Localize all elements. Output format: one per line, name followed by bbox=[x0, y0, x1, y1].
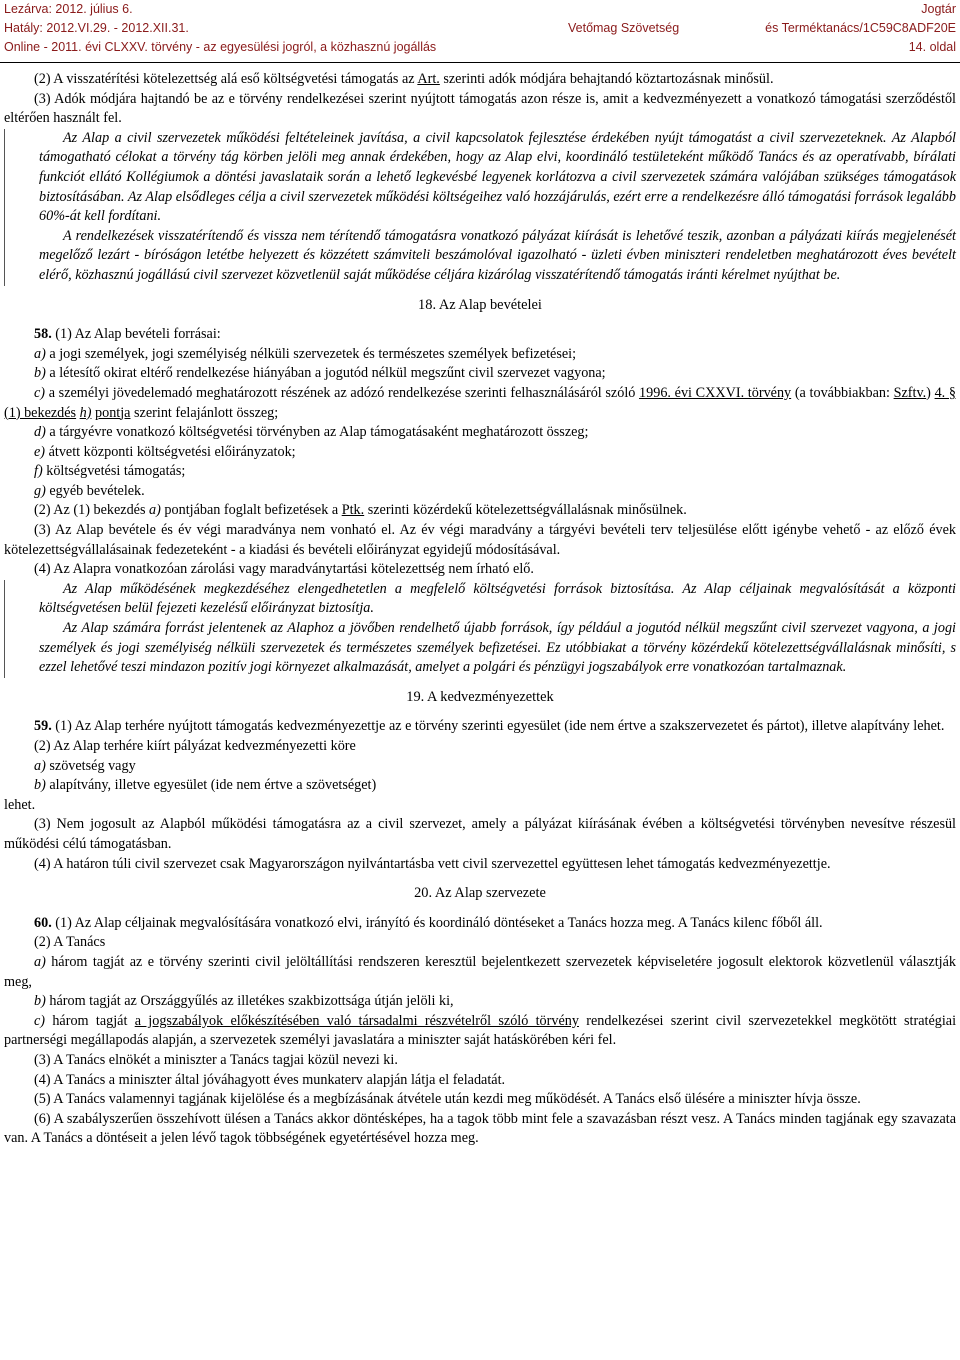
s60-paragraph-2: (2) A Tanács bbox=[34, 934, 106, 951]
point-label: g) bbox=[34, 482, 46, 499]
s57-paragraph-2 bbox=[4, 70, 956, 90]
s58-paragraph-3: (3) Az Alap bevétele és év végi maradványa nem vonható el. Az év végi maradvány a tárgyévi bevételi terv teljesülése előtt igénybe vehető - az előző évek kötelezettségvállalásainak fedezeteként - a kiadási és bevételi előirányzat egyidejű módosításával. bbox=[4, 522, 956, 558]
document-body bbox=[4, 70, 956, 1149]
text: (2) A visszatérítési kötelezettség alá eső költségvetési támogatás az bbox=[34, 71, 418, 87]
point-label: c) bbox=[34, 1012, 46, 1029]
s59-closing-word: lehet. bbox=[4, 796, 36, 813]
text: költségvetési támogatás; bbox=[42, 463, 186, 480]
text: szövetség vagy bbox=[45, 757, 136, 774]
section-number: 59. bbox=[34, 718, 52, 735]
header-row-3 bbox=[4, 40, 956, 58]
document-title: Online - 2011. évi CLXXV. törvény - az egyesülési jogról, a közhasznú jogállás bbox=[4, 40, 437, 54]
section-number: 58. bbox=[34, 326, 52, 343]
text: szerinti adók módjára behajtandó köztartozásnak minősül. bbox=[439, 71, 774, 87]
s58-paragraph-4: (4) Az Alapra vonatkozóan zárolási vagy maradványtartási kötelezettség nem írható elő. bbox=[34, 561, 534, 578]
section-heading-19: 19. A kedvezményezettek bbox=[406, 688, 554, 705]
text: a személyi jövedelemadó meghatározott részének az adózó rendelkezése szerinti felhasználásáról szóló bbox=[45, 384, 640, 401]
s60-paragraph-5: (5) A Tanács valamennyi tagjának kijelölése és a megbízásának átvétele után kezdi meg működését. A Tanács első ülésére a miniszter hívja össze. bbox=[34, 1091, 861, 1108]
validity-period: Hatály: 2012.VI.29. - 2012.XII.31. bbox=[4, 21, 189, 35]
s60-point-c bbox=[4, 1012, 956, 1051]
link-ptk[interactable]: Ptk. bbox=[341, 502, 365, 519]
section-number: 60. bbox=[34, 914, 52, 931]
text: rendelkezései szerint civil szervezetekkel megkötött stratégiai partnerségi megállapodás alapján, a szervezetek személyi javaslatára a miniszter saját hatáskörében kéri fel. bbox=[4, 1012, 957, 1049]
text: alapítvány, illetve egyesület (ide nem értve a szövetséget) bbox=[45, 777, 377, 794]
link-point-h[interactable]: h) bbox=[79, 404, 92, 421]
s60-point-a bbox=[4, 953, 956, 992]
s58-point-c bbox=[4, 384, 956, 423]
commentary-block-2 bbox=[4, 580, 956, 678]
section-heading-18: 18. Az Alap bevételei bbox=[418, 296, 542, 313]
s60-paragraph-3: (3) A Tanács elnökét a miniszter a Tanács tagjai közül nevezi ki. bbox=[34, 1051, 398, 1068]
text: (a továbbiakban: bbox=[791, 384, 894, 401]
s58-paragraph-1 bbox=[4, 325, 956, 345]
s60-paragraph-1 bbox=[4, 914, 956, 934]
text: a tárgyévre vonatkozó költségvetési törvényben az Alap támogatásaként meghatározott összeg; bbox=[45, 424, 589, 441]
point-label: b) bbox=[34, 777, 46, 794]
header-row-2 bbox=[4, 21, 956, 39]
text: egyéb bevételek. bbox=[45, 482, 145, 499]
link-paragraph-4[interactable]: 4. § (1) bekezdés bbox=[4, 384, 956, 421]
link-szftv[interactable]: Szftv. bbox=[893, 384, 927, 401]
text: pontjában foglalt befizetések a bbox=[160, 502, 342, 519]
text: szerint felajánlott összeg; bbox=[130, 404, 279, 421]
link-pontja[interactable]: pontja bbox=[95, 404, 131, 421]
s60-point-b bbox=[4, 992, 956, 1012]
text: (1) Az Alap céljainak megvalósítására vonatkozó elvi, irányító és koordináló döntéseket a Tanács hozza meg. A Tanács kilenc főből áll. bbox=[51, 914, 823, 931]
link-szja-law[interactable]: 1996. évi CXXVI. törvény bbox=[639, 384, 792, 401]
text: három tagját az Országgyűlés az illetékes szakbizottsága útján jelöli ki, bbox=[45, 993, 454, 1010]
client-id: és Terméktanács/1C59C8ADF20E bbox=[765, 21, 956, 35]
document-header bbox=[0, 0, 960, 63]
s59-point-a bbox=[4, 757, 956, 777]
text: (1) Az Alap terhére nyújtott támogatás kedvezményezettje az e törvény szerinti egyesület (ide nem értve a szakszervezetet és pártot), illetve alapítvány lehet. bbox=[51, 718, 945, 735]
point-label: d) bbox=[34, 424, 46, 441]
s58-point-d bbox=[4, 423, 956, 443]
s58-point-f bbox=[4, 462, 956, 482]
text: a létesítő okirat eltérő rendelkezése hiányában a jogutód nélkül megszűnt civil szervezet vagyona; bbox=[45, 365, 606, 382]
link-art[interactable]: Art. bbox=[417, 71, 440, 87]
point-label: a) bbox=[34, 757, 46, 774]
text: ) bbox=[926, 384, 935, 401]
commentary-paragraph: Az Alap számára forrást jelentenek az Alaphoz a jövőben rendelhető újabb források, így például a jogutód nélkül megszűnt civil szervezet vagyona, a jogi személyek és jogi személyiség nélküli szervezetek és természetes személyek befizetései. Ez utóbbiakat a törvény közérdekű kötelezettségvállalásnak minősíti, s ezzel lehetővé teszi mindazon pozitív jogi környezet alkalmazását, amelyet a polgári és pénzügyi jogszabályok erre vonatkozóan tartalmaznak. bbox=[39, 620, 956, 676]
s57-paragraph-3: (3) Adók módjára hajtandó be az e törvény rendelkezései szerint nyújtott támogatás azon része is, amit a kedvezményezett a vonatkozó támogatási szerződéstől eltérően használt fel. bbox=[4, 90, 956, 127]
text: átvett központi költségvetési előirányzatok; bbox=[45, 443, 296, 460]
point-label: c) bbox=[34, 384, 46, 401]
point-label: a) bbox=[149, 502, 161, 519]
commentary-paragraph: Az Alap működésének megkezdéséhez elengedhetetlen a megfelelő költségvetési források biztosítása. Az Alap céljainak megvalósítását a központi költségvetésen belül fejezeti kezelésű előirányzat biztosítja. bbox=[39, 580, 956, 617]
point-label: f) bbox=[34, 463, 43, 480]
point-label: a) bbox=[34, 953, 46, 970]
lock-date: Lezárva: 2012. július 6. bbox=[4, 2, 133, 16]
text: három tagját bbox=[45, 1012, 135, 1029]
link-participation-law[interactable]: a jogszabályok előkészítésében való társadalmi részvételről szóló törvény bbox=[134, 1012, 579, 1029]
s59-paragraph-3: (3) Nem jogosult az Alapból működési támogatásra az a civil szervezet, amely a pályázat kiírásának évében a költségvetési törvényben nevesítve részesül működési célú támogatásban. bbox=[4, 816, 956, 852]
header-row-1 bbox=[4, 2, 956, 20]
s58-point-b bbox=[4, 364, 956, 384]
commentary-block-1 bbox=[4, 129, 956, 286]
s59-paragraph-2: (2) Az Alap terhére kiírt pályázat kedvezményezetti köre bbox=[34, 738, 356, 754]
point-label: a) bbox=[34, 345, 46, 362]
text: a jogi személyek, jogi személyiség nélküli szervezetek és természetes személyek befizetései; bbox=[45, 345, 577, 362]
point-label: b) bbox=[34, 993, 46, 1010]
s58-paragraph-2 bbox=[4, 501, 956, 521]
s59-paragraph-1 bbox=[4, 717, 956, 737]
s59-point-b bbox=[4, 776, 956, 796]
point-label: b) bbox=[34, 365, 46, 382]
s59-paragraph-4: (4) A határon túli civil szervezet csak Magyarországon nyilvántartásba vett civil szervezettel együttesen lehet támogatás kedvezményezettje. bbox=[34, 855, 831, 872]
text: (1) Az Alap bevételi forrásai: bbox=[51, 326, 221, 343]
publisher-name: Jogtár bbox=[921, 2, 956, 16]
section-heading-20: 20. Az Alap szervezete bbox=[414, 885, 546, 902]
s60-paragraph-6: (6) A szabályszerűen összehívott ülésen a Tanács akkor döntésképes, ha a tagok több mint fele a szavazásban részt vesz. A Tanács minden tagjának egy szavazata van. A Tanács a döntéseit a jelen lévő tagok többségének egyetértésével hozza meg. bbox=[4, 1110, 956, 1147]
commentary-paragraph: Az Alap a civil szervezetek működési feltételeinek javítása, a civil kapcsolatok fejlesztése érdekében nyújt támogatást a civil szervezeteknek. Az Alapból támogatható célokat a törvény tág körben jelöli meg annak érdekében, hogy az Alap elvi, koordináló testületeként működő Tanács és az operatívabb, bírálati funkciót ellátó Kollégiumok a döntési javaslataik során a lehető legkevésbé legyenek korlátozva a civil szervezetek számára valójában szükséges támogatások biztosításában. Az Alap elsődleges célja a civil szervezetek működési költségeihez való hozzájárulás, ezért erre a rendelkezésre álló támogatási források legalább 60%-át kell fordítani. bbox=[39, 129, 956, 225]
s58-point-e bbox=[4, 443, 956, 463]
text: (2) Az (1) bekezdés bbox=[34, 502, 150, 519]
page-number: 14. oldal bbox=[908, 40, 956, 54]
s58-point-g bbox=[4, 482, 956, 502]
text: szerinti közérdekű kötelezettségvállalásnak minősülnek. bbox=[364, 502, 687, 519]
text: három tagját az e törvény szerinti civil jelöltállítási rendszeren keresztül bejelentkezett szervezetek képviseletére jogosult elektorok közvetlenül választják meg, bbox=[4, 953, 956, 990]
point-label: e) bbox=[34, 443, 46, 460]
s58-point-a bbox=[4, 345, 956, 365]
commentary-paragraph: A rendelkezések visszatérítendő és vissza nem térítendő támogatásra vonatkozó pályázat kiírását is lehetővé teszik, azonban a pályázati kiírás megjelenését megelőző lezárt - bíróságon letétbe helyezett és közzétett számviteli beszámolóval igazolható - üzleti évben miniszteri rendeletben meghatározott éves bevételt elérő, közhasznú jogállású civil szervezet közvetlenül saját működése céljára kizárólag visszatérítendő támogatás iránti kérelmet nyújthat be. bbox=[39, 227, 956, 283]
s60-paragraph-4: (4) A Tanács a miniszter által jóváhagyott éves munkaterv alapján látja el feladatát. bbox=[34, 1071, 506, 1088]
client-name: Vetőmag Szövetség bbox=[568, 21, 680, 35]
